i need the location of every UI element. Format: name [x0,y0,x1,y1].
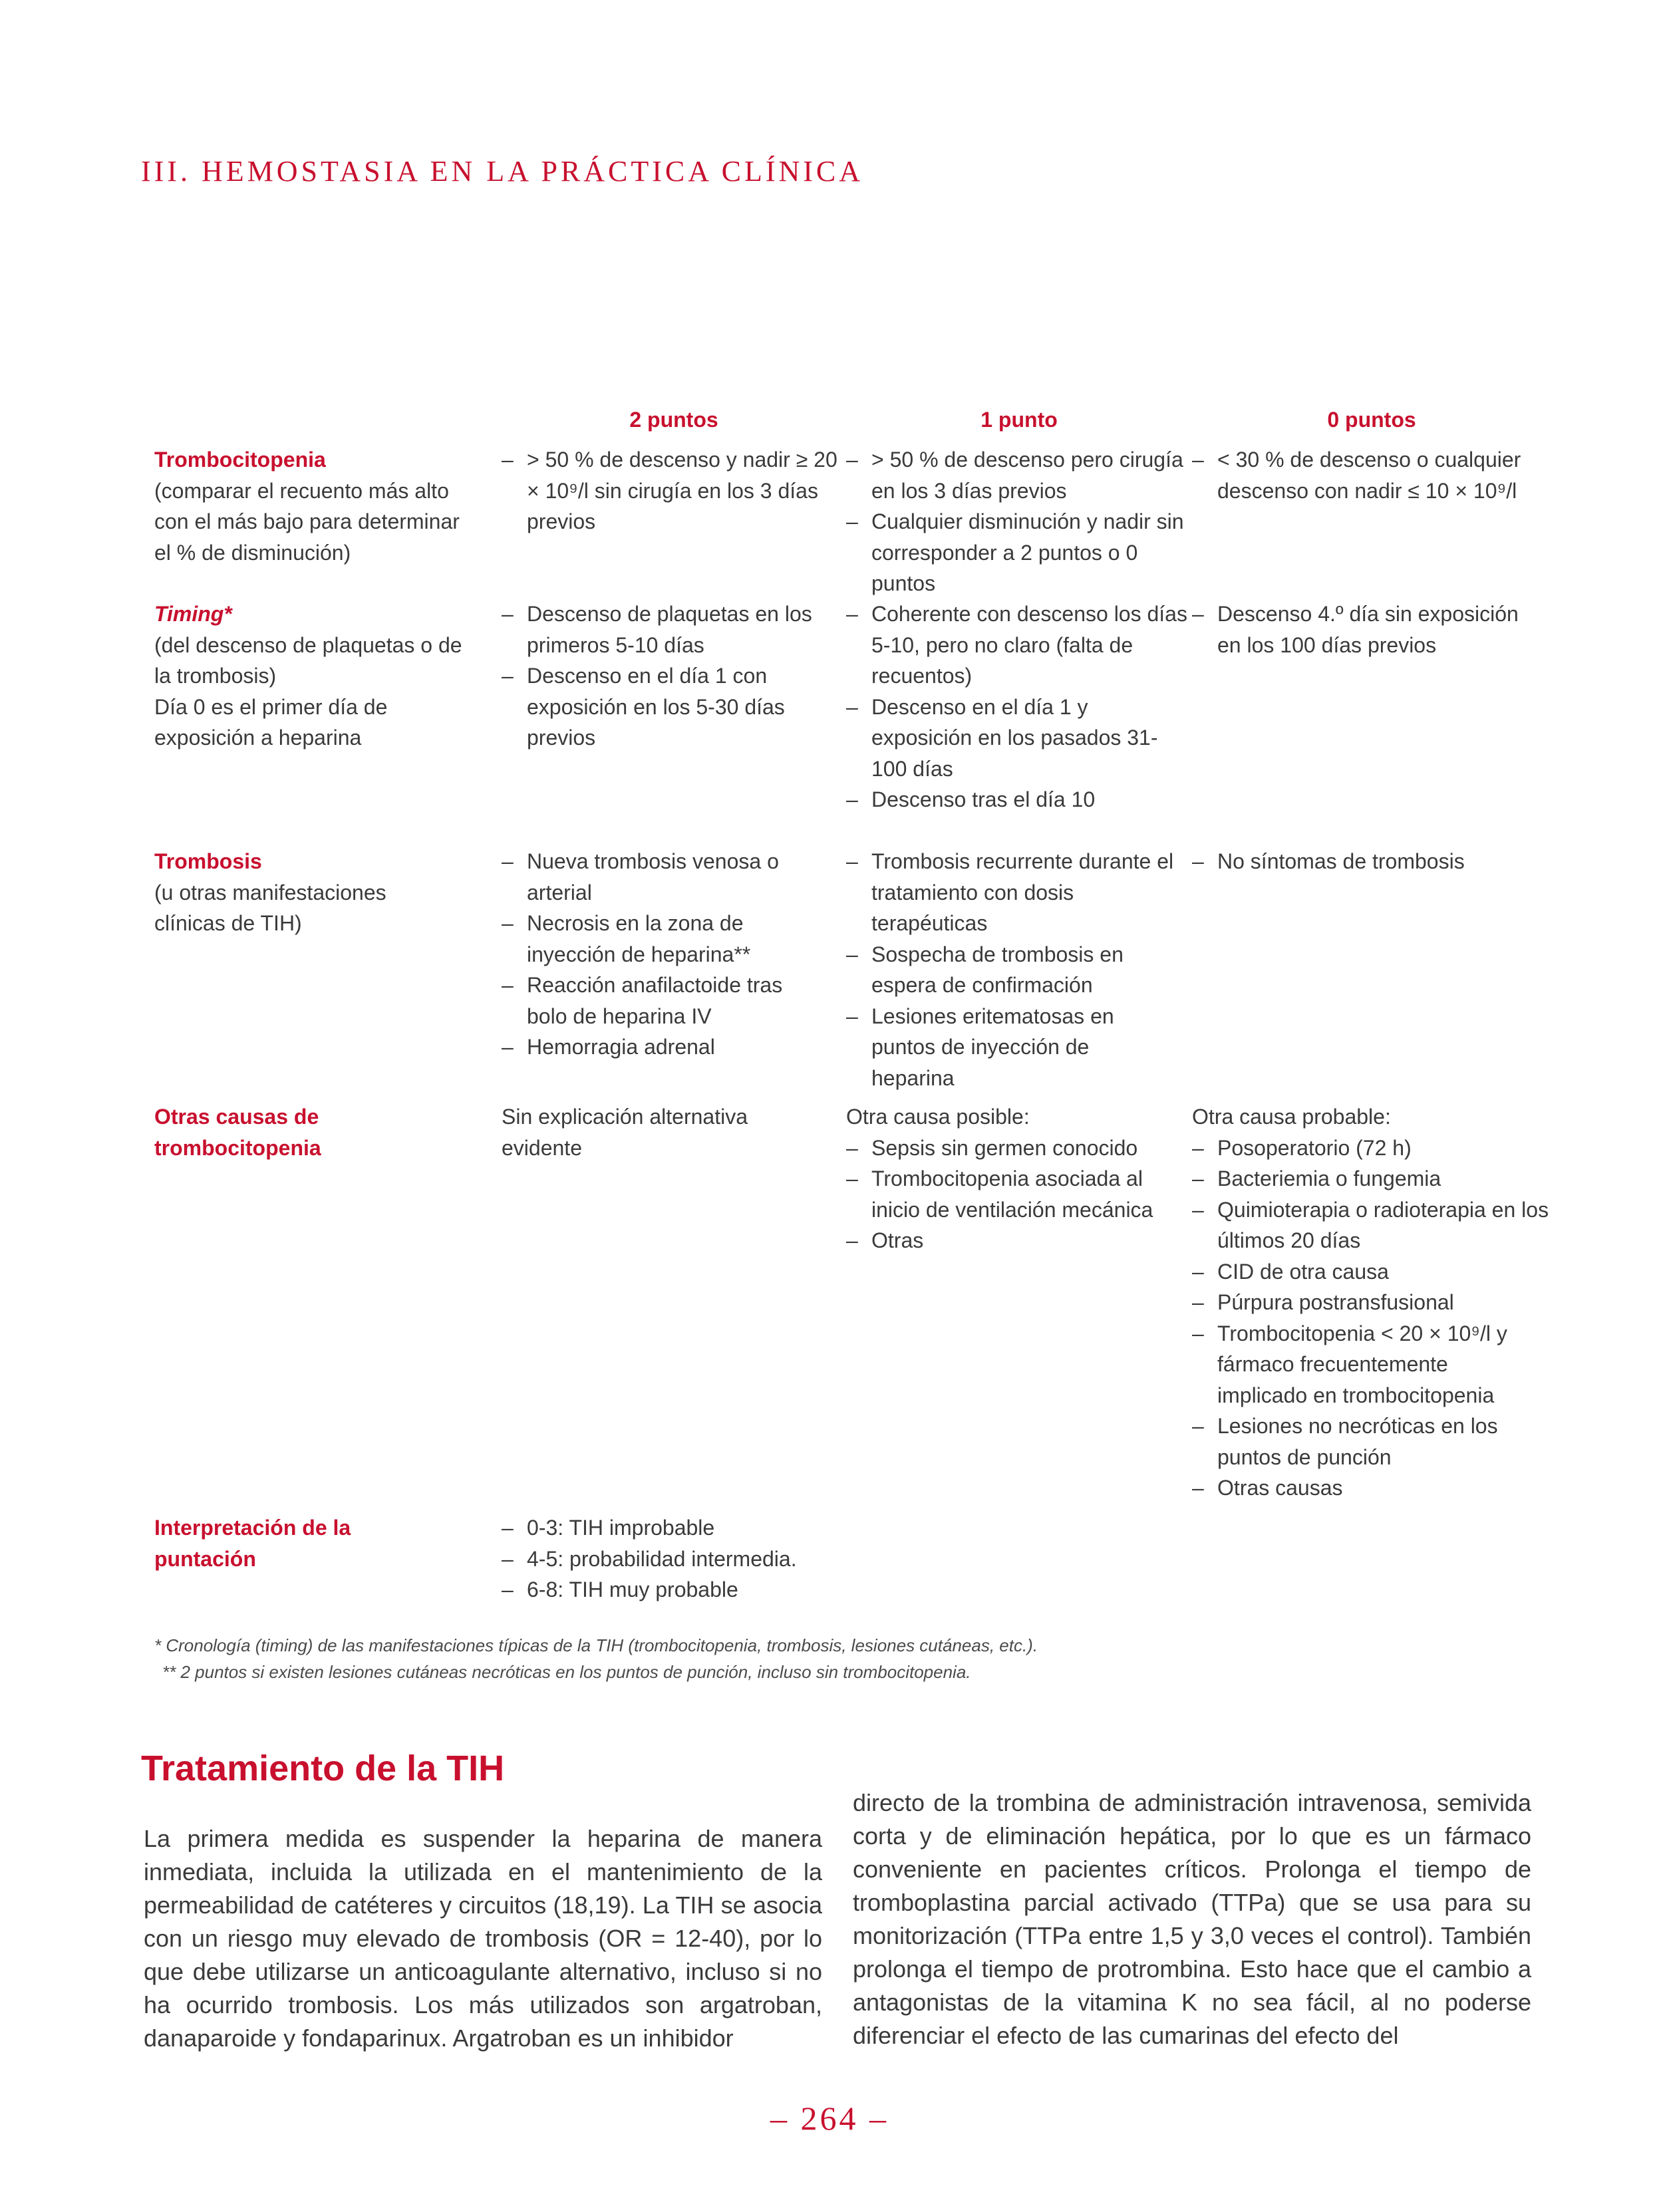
list-item: – Trombocitopenia asociada al inicio de ventilación mecánica [846,1163,1192,1225]
criterion-cell [154,1101,502,1512]
list-item: – Descenso de plaquetas en los primeros 5-10 días [502,599,846,660]
row-otras-causas [154,1101,1551,1512]
criterion-title: Otras causas de trombocitopenia [154,1105,321,1160]
criterion-title: Trombocitopenia [154,448,326,472]
points-1-cell [846,1101,1192,1512]
row-timing [154,599,1551,846]
list-item: – Cualquier disminución y nadir sin corresponder a 2 puntos o 0 puntos [846,506,1192,599]
list-item: – Lesiones no necróticas en los puntos de punción [1192,1411,1551,1472]
points-1-intro: Otra causa posible: [846,1105,1030,1129]
criterion-title: Trombosis [154,849,262,873]
row-interpretacion [154,1512,1551,1605]
list-item: – 6-8: TIH muy probable [502,1574,1193,1605]
list-item: – Sospecha de trombosis en espera de confirmación [846,939,1192,1001]
list-item: – Hemorragia adrenal [502,1032,846,1063]
body-column-right: directo de la trombina de administración intravenosa, semivida corta y de eliminación hepática, por lo que es un fármaco conveniente en pacientes críticos. Prolonga el tiempo de tromboplastina parcial activado (TTPa) que se usa para su monitorización (TTPa entre 1,5 y 3,0 veces el control). También prolonga el tiempo de protrombina. Esto hace que el cambio a antagonistas de la vitamina K no sea fácil, al no poderse diferenciar el efecto de las cumarinas del efecto del [853,1789,1531,2049]
header-2-points: 2 puntos [629,408,718,432]
footnote-1: * Cronología (timing) de las manifestaciones típicas de la TIH (trombocitopenia, trombosis, lesiones cutáneas, etc.). [154,1635,1038,1655]
footnote-2: ** 2 puntos si existen lesiones cutáneas necróticas en los puntos de punción, incluso sin trombocitopenia. [162,1662,971,1682]
criterion-cell [154,599,502,846]
table-header [154,404,1551,444]
list-item: – Descenso tras el día 10 [846,784,1192,815]
points-1-cell [846,599,1192,846]
points-2-text: Sin explicación alternativa evidente [502,1105,748,1160]
header-0-points: 0 puntos [1327,408,1416,432]
criterion-desc: (comparar el recuento más alto con el más bajo para determinar el % de disminución) [154,478,460,565]
list-item: – Lesiones eritematosas en puntos de inyección de heparina [846,1001,1192,1094]
list-item: – Nueva trombosis venosa o arterial [502,846,846,908]
list-item: – Posoperatorio (72 h) [1192,1133,1551,1164]
points-0-cell [1192,444,1551,599]
table-footnotes [154,1632,1551,1685]
list-item: – Púrpura postransfusional [1192,1287,1551,1318]
page-number: – 264 – [770,2100,889,2137]
list-item: – Bacteriemia o fungemia [1192,1163,1551,1194]
body-column-left: La primera medida es suspender la heparina de manera inmediata, incluida la utilizada en el mantenimiento de la permeabilidad de catéteres y circuitos (18,19). La TIH se asocia con un riesgo muy elevado de trombosis (OR = 12-40), por lo que debe utilizarse un anticoagulante alternativo, incluso si no ha ocurrido trombosis. Los más utilizados son argatroban, danaparoide y fondaparinux. Argatroban es un inhibidor [144,1825,822,2052]
list-item: – Reacción anafilactoide tras bolo de heparina IV [502,970,846,1032]
points-1-cell [846,444,1192,599]
list-item: – 0-3: TIH improbable [502,1512,1193,1544]
criterion-cell [154,444,502,599]
criterion-desc: (u otras manifestaciones clínicas de TIH) [154,880,386,935]
list-item: – < 30 % de descenso o cualquier descenso con nadir ≤ 10 × 10⁹/l [1192,444,1551,506]
list-item: – Descenso 4.º día sin exposición en los 100 días previos [1192,599,1551,660]
score-table [154,404,1551,1605]
list-item: – Quimioterapia o radioterapia en los últimos 20 días [1192,1194,1551,1256]
row-trombocitopenia [154,444,1551,599]
criterion-cell [154,846,502,1101]
chapter-header: III. HEMOSTASIA EN LA PRÁCTICA CLÍNICA [141,155,864,188]
list-item: – Otras causas [1192,1472,1551,1504]
list-item: – Coherente con descenso los días 5-10, pero no claro (falta de recuentos) [846,599,1192,692]
points-2-cell [502,599,846,846]
list-item: – 4-5: probabilidad intermedia. [502,1544,1193,1575]
points-0-intro: Otra causa probable: [1192,1105,1391,1129]
list-item: – Trombosis recurrente durante el tratamiento con dosis terapéuticas [846,846,1192,939]
list-item: – Descenso en el día 1 y exposición en los pasados 31-100 días [846,692,1192,785]
points-0-cell [1192,1101,1551,1512]
criterion-title: Timing* [154,602,232,626]
criterion-desc: (del descenso de plaquetas o de la trombosis) [154,632,462,688]
points-2-cell [502,444,846,599]
criterion-cell [154,1512,502,1605]
points-2-cell [502,846,846,1101]
criterion-title: Interpretación de la puntación [154,1516,351,1571]
section-title: Tratamiento de la TIH [141,1748,505,1788]
criterion-desc-2: Día 0 es el primer día de exposición a heparina [154,694,388,750]
list-item: – No síntomas de trombosis [1192,846,1551,877]
header-spacer [154,404,502,444]
list-item: – > 50 % de descenso pero cirugía en los 3 días previos [846,444,1192,506]
list-item: – Sepsis sin germen conocido [846,1133,1192,1164]
header-1-point: 1 punto [980,408,1058,432]
list-item: – Necrosis en la zona de inyección de heparina** [502,908,846,970]
points-1-cell [846,846,1192,1101]
list-item: – Trombocitopenia < 20 × 10⁹/l y fármaco frecuentemente implicado en trombocitopenia [1192,1318,1551,1411]
row-trombosis [154,846,1551,1101]
points-0-cell [1192,846,1551,1101]
list-item: – CID de otra causa [1192,1256,1551,1288]
points-2-cell [502,1101,846,1512]
interpretation-cell [502,1512,1193,1605]
list-item: – Descenso en el día 1 con exposición en los 5-30 días previos [502,660,846,754]
list-item: – Otras [846,1225,1192,1256]
points-0-cell [1192,599,1551,846]
list-item: – > 50 % de descenso y nadir ≥ 20 × 10⁹/l sin cirugía en los 3 días previos [502,444,846,537]
